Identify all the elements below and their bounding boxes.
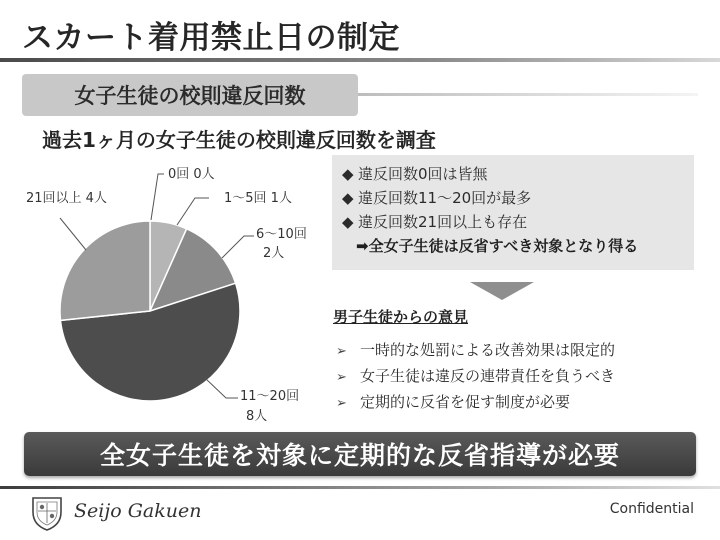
leader-line-3 (205, 378, 238, 398)
section-tag: 女子生徒の校則違反回数 (22, 74, 358, 116)
brand-name: Seijo Gakuen (74, 500, 202, 522)
confidential-label: Confidential (609, 501, 694, 517)
survey-title: 過去1ヶ月の女子生徒の校則違反回数を調査 (42, 128, 436, 152)
pie-slice-4 (60, 221, 150, 320)
footer-rule (0, 486, 720, 489)
pie-label-3-count: 8人 (246, 409, 268, 424)
opinion-item: ➢ 女子生徒は違反の連帯責任を負うべき (336, 364, 615, 390)
opinion-item: ➢ 一時的な処罰による改善効果は限定的 (336, 338, 615, 364)
slide-title: スカート着用禁止日の制定 (22, 20, 400, 56)
school-crest-icon (30, 494, 64, 532)
finding-item: ◆ 違反回数11〜20回が最多 (342, 186, 684, 210)
leader-line-1 (177, 198, 209, 225)
pie-label-1: 1〜5回 1人 (224, 191, 292, 206)
leader-line-4 (60, 218, 86, 250)
findings-conclusion: ➡全女子生徒は反省すべき対象となり得る (356, 237, 639, 255)
pie-label-2: 6〜10回 (256, 227, 307, 242)
opinions-heading: 男子生徒からの意見 (333, 308, 469, 326)
arrow-bullet-icon: ➢ (336, 370, 347, 385)
pie-label-0: 0回 0人 (168, 167, 215, 182)
pie-label-4: 21回以上 4人 (26, 191, 107, 206)
down-arrow-icon (470, 282, 534, 300)
findings-box (332, 155, 694, 270)
pie-slices (60, 221, 240, 401)
conclusion-banner: 全女子生徒を対象に定期的な反省指導が必要 (24, 432, 696, 476)
diamond-bullet: ◆ (342, 165, 354, 183)
pie-label-3: 11〜20回 (240, 389, 300, 404)
violation-pie-chart (0, 150, 330, 440)
opinions-list (336, 338, 615, 416)
section-tag-rule (358, 93, 698, 96)
title-rule (0, 58, 720, 62)
finding-item: ◆ 違反回数0回は皆無 (342, 162, 684, 186)
diamond-bullet: ◆ (342, 213, 354, 231)
leader-line-2 (222, 236, 254, 258)
finding-item: ◆ 違反回数21回以上も存在 (342, 210, 684, 234)
diamond-bullet: ◆ (342, 189, 354, 207)
arrow-bullet-icon: ➢ (336, 396, 347, 411)
arrow-bullet-icon: ➢ (336, 344, 347, 359)
opinion-item: ➢ 定期的に反省を促す制度が必要 (336, 390, 615, 416)
leader-line-0 (151, 174, 164, 220)
pie-label-2-count: 2人 (263, 246, 285, 261)
